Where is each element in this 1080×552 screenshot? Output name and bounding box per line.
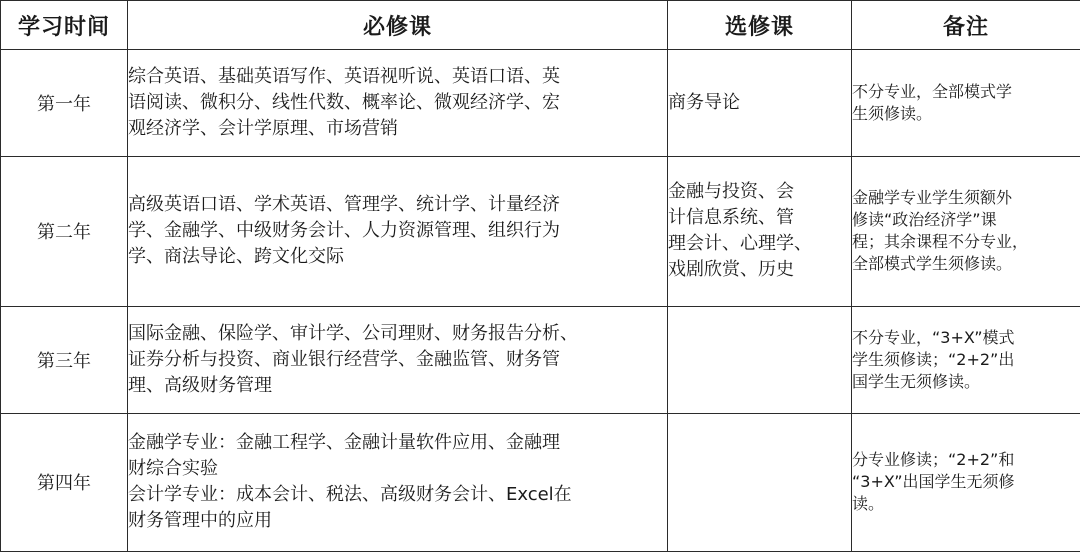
remarks-line: “3+X”出国学生无须修	[852, 472, 1015, 492]
elective-line: 理会计、心理学、	[668, 233, 812, 255]
required-line: 金融学专业：金融工程学、金融计量软件应用、金融理	[128, 432, 560, 454]
header-elective-courses: 选修课	[668, 1, 852, 50]
table-row-year-3	[1, 306, 1080, 413]
remarks-line: 修读“政治经济学”课	[852, 210, 997, 230]
remarks-line: 生须修读。	[852, 104, 933, 124]
remarks-cell	[852, 157, 1080, 306]
remarks-line: 分专业修读；“2+2”和	[852, 450, 1015, 470]
required-line: 学、金融学、中级财务会计、人力资源管理、组织行为	[128, 220, 560, 242]
required-line: 高级英语口语、学术英语、管理学、统计学、计量经济	[128, 194, 560, 216]
table-row-year-4	[1, 413, 1080, 551]
remarks-cell	[852, 306, 1080, 413]
elective-courses-cell	[668, 157, 852, 306]
elective-courses-cell-empty	[668, 306, 852, 413]
header-required-courses: 必修课	[128, 1, 668, 50]
elective-line: 戏剧欣赏、历史	[668, 259, 794, 281]
required-line: 学、商法导论、跨文化交际	[128, 246, 344, 268]
elective-line: 计信息系统、管	[668, 207, 794, 229]
remarks-line: 读。	[852, 494, 885, 514]
table-row-year-2	[1, 157, 1080, 306]
remarks-line: 不分专业，“3+X”模式	[852, 327, 1015, 347]
required-line: 财务管理中的应用	[128, 510, 272, 532]
required-line: 证券分析与投资、商业银行经营学、金融监管、财务管	[128, 348, 560, 370]
required-courses-cell	[128, 306, 668, 413]
required-courses-cell	[128, 50, 668, 157]
remarks-line: 全部模式学生须修读。	[852, 254, 1013, 274]
required-courses-cell	[128, 157, 668, 306]
remarks-line: 金融学专业学生须额外	[852, 188, 1013, 208]
header-study-time: 学习时间	[1, 1, 128, 50]
year-label: 第三年	[1, 306, 128, 413]
year-label: 第二年	[1, 157, 128, 306]
required-line: 会计学专业：成本会计、税法、高级财务会计、Excel在	[128, 484, 572, 506]
required-courses-cell	[128, 413, 668, 551]
remarks-cell	[852, 413, 1080, 551]
required-line: 理、高级财务管理	[128, 374, 272, 396]
required-line: 综合英语、基础英语写作、英语视听说、英语口语、英	[128, 66, 560, 88]
required-line: 观经济学、会计学原理、市场营销	[128, 118, 398, 140]
remarks-cell	[852, 50, 1080, 157]
elective-courses-cell-empty	[668, 413, 852, 551]
remarks-line: 学生须修读；“2+2”出	[852, 349, 1015, 369]
year-label: 第四年	[1, 413, 128, 551]
remarks-line: 程；其余课程不分专业，	[852, 232, 1029, 252]
header-remarks: 备注	[852, 1, 1080, 50]
header-row	[1, 1, 1080, 50]
year-label: 第一年	[1, 50, 128, 157]
table-row-year-1	[1, 50, 1080, 157]
elective-courses-cell	[668, 50, 852, 157]
elective-line: 商务导论	[668, 92, 740, 114]
elective-line: 金融与投资、会	[668, 181, 794, 203]
required-line: 语阅读、微积分、线性代数、概率论、微观经济学、宏	[128, 92, 560, 114]
remarks-line: 不分专业，全部模式学	[852, 82, 1013, 102]
remarks-line: 国学生无须修读。	[852, 371, 981, 391]
required-line: 国际金融、保险学、审计学、公司理财、财务报告分析、	[128, 322, 578, 344]
required-line: 财综合实验	[128, 458, 218, 480]
